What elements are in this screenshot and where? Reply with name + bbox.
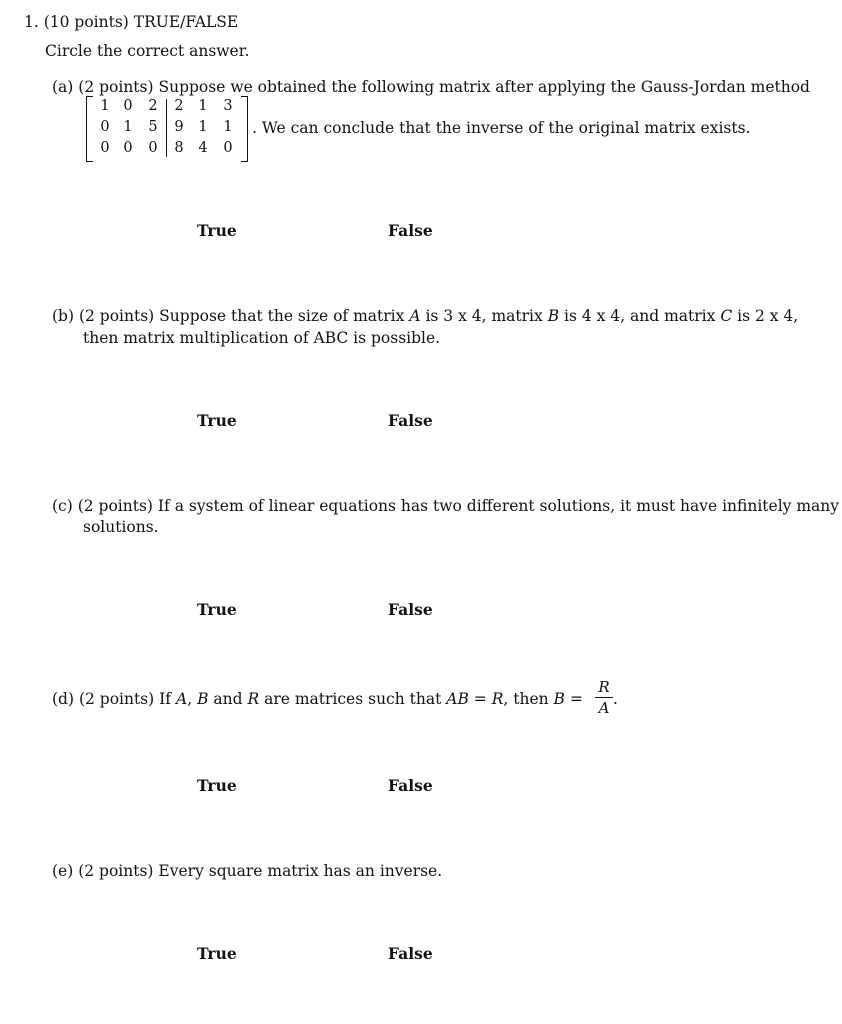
part-a-text: Suppose we obtained the following matrix after applying the Gauss-Jordan method: [158, 78, 810, 96]
part-c-text: If a system of linear equations has two different solutions, it must have infinitely many: [157, 497, 840, 515]
part-e-label: (e): [52, 862, 74, 880]
part-b-text: is 4 x 4, and matrix: [564, 307, 716, 325]
matrix-cell: 0: [100, 140, 110, 156]
variable-c: C: [720, 307, 733, 325]
part-d-false-option[interactable]: False: [388, 776, 433, 795]
augmentation-divider: [166, 99, 167, 157]
part-a-points: (2 points): [78, 78, 154, 96]
matrix-cell: 0: [123, 98, 133, 114]
part-d-line: [52, 690, 583, 708]
part-b-true-option[interactable]: True: [197, 411, 237, 430]
fraction-denominator: A: [598, 699, 610, 717]
part-c-true-option[interactable]: True: [197, 600, 237, 619]
matrix-cell: 9: [174, 119, 184, 135]
part-b-points: (2 points): [78, 307, 155, 325]
part-e-true-option[interactable]: True: [197, 944, 237, 963]
part-c-label: (c): [52, 497, 73, 515]
part-b-line-2: then matrix multiplication of ABC is possible.: [83, 329, 441, 347]
part-d-points: (2 points): [78, 690, 155, 708]
part-b-text: is 3 x 4, matrix: [425, 307, 543, 325]
part-b-false-option[interactable]: False: [388, 411, 433, 430]
part-b-text: is 2 x 4,: [737, 307, 799, 325]
part-c-points: (2 points): [77, 497, 153, 515]
matrix-cell: 2: [148, 98, 158, 114]
part-d-true-option[interactable]: True: [197, 776, 237, 795]
part-e-false-option[interactable]: False: [388, 944, 433, 963]
part-c-line-2: solutions.: [83, 518, 159, 536]
part-d-period: .: [613, 690, 618, 708]
question-header: [24, 13, 238, 31]
fraction-r-over-a: [595, 678, 613, 717]
part-d-text: If: [159, 690, 172, 708]
part-e-points: (2 points): [78, 862, 154, 880]
part-d-label: (d): [52, 690, 75, 708]
matrix-cell: 1: [100, 98, 110, 114]
variable-b: B: [197, 690, 209, 708]
variable-r: R: [247, 690, 260, 708]
matrix-cell: 2: [174, 98, 184, 114]
matrix-cell: 5: [148, 119, 158, 135]
matrix-cell: 1: [198, 98, 208, 114]
matrix-cell: 1: [123, 119, 133, 135]
variable-b: B: [547, 307, 560, 325]
matrix-cell: 0: [148, 140, 158, 156]
variable-a: A: [409, 307, 421, 325]
part-b-line-1: [52, 307, 798, 325]
equation-ab-equals-r: AB = R: [446, 690, 504, 708]
fraction-bar: [595, 697, 613, 698]
part-a-line: [52, 78, 810, 96]
part-d-text: are matrices such that: [264, 690, 442, 708]
matrix-cell: 8: [174, 140, 184, 156]
matrix-cell: 0: [100, 119, 110, 135]
question-number: 1.: [24, 13, 39, 31]
augmented-matrix: [86, 96, 248, 160]
matrix-right-bracket: [241, 96, 248, 162]
part-a-label: (a): [52, 78, 74, 96]
part-c-false-option[interactable]: False: [388, 600, 433, 619]
matrix-cell: 3: [223, 98, 233, 114]
part-d-text: and: [213, 690, 243, 708]
matrix-cell: 4: [198, 140, 208, 156]
instruction: Circle the correct answer.: [45, 42, 250, 60]
part-a-false-option[interactable]: False: [388, 221, 433, 240]
matrix-cell: 0: [223, 140, 233, 156]
matrix-left-bracket: [86, 96, 93, 162]
part-d-text: , then: [503, 690, 549, 708]
part-e-line: [52, 862, 442, 880]
part-d-text: ,: [187, 690, 193, 708]
part-b-label: (b): [52, 307, 75, 325]
part-b-text: Suppose that the size of matrix: [159, 307, 405, 325]
part-a-true-option[interactable]: True: [197, 221, 237, 240]
equation-b-equals: B =: [553, 690, 583, 708]
fraction-numerator: R: [598, 678, 610, 696]
variable-a: A: [175, 690, 188, 708]
matrix-cell: 1: [223, 119, 233, 135]
question-title: TRUE/FALSE: [133, 13, 239, 31]
matrix-cell: 1: [198, 119, 208, 135]
part-e-text: Every square matrix has an inverse.: [158, 862, 443, 880]
question-points: (10 points): [43, 13, 129, 31]
part-a-conclusion: . We can conclude that the inverse of the original matrix exists.: [252, 119, 751, 137]
part-c-line-1: [52, 497, 839, 515]
matrix-cell: 0: [123, 140, 133, 156]
